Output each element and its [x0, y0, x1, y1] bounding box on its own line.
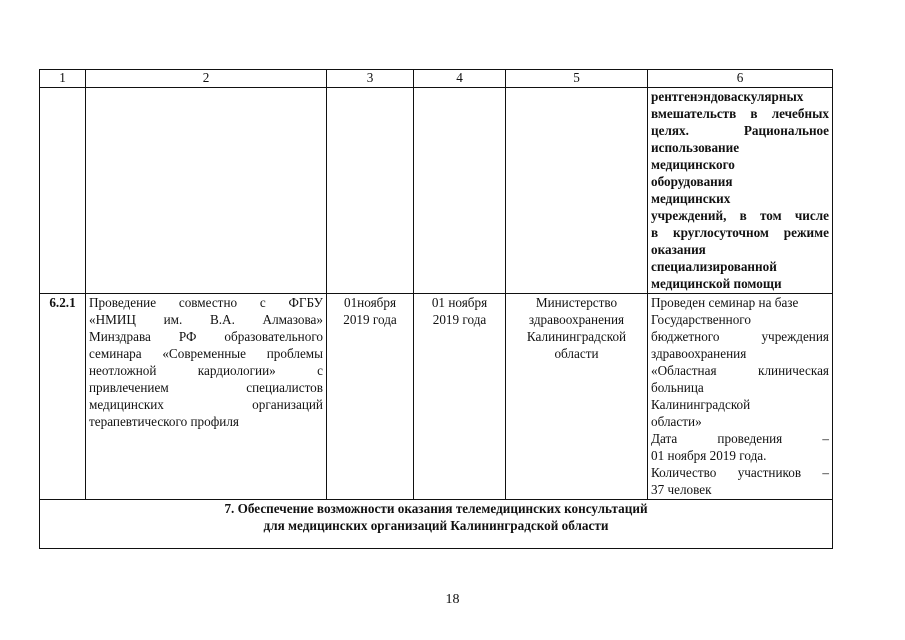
result-line: здравоохранения — [651, 346, 747, 361]
description-line: семинара «Современные проблемы — [89, 346, 323, 361]
cont-line: оказания — [651, 242, 706, 257]
header-col-6: 6 — [648, 70, 833, 88]
planned-date — [327, 294, 414, 500]
actual-date-line: 01 ноября — [431, 295, 488, 310]
cont-line: использование — [651, 140, 740, 155]
result-line: Дата проведения – — [651, 431, 829, 446]
result-line: 37 человек — [651, 482, 712, 497]
responsible-line: здравоохранения — [528, 312, 625, 327]
header-col-3: 3 — [327, 70, 414, 88]
description-line: терапевтического профиля — [89, 414, 239, 429]
cont-cell-5 — [506, 88, 648, 294]
planned-date-line: 2019 года — [343, 312, 397, 327]
table-row-6-2-1 — [40, 294, 833, 500]
cont-line: рентгенэндоваскулярных — [651, 89, 804, 104]
result-line: «Областная клиническая — [651, 363, 829, 378]
cont-cell-2 — [86, 88, 327, 294]
cont-line: учреждений, в том числе — [651, 208, 829, 223]
description-line: неотложной кардиологии» с — [89, 363, 323, 378]
description-line: «НМИЦ им. В.А. Алмазова» — [89, 312, 323, 327]
page-number: 18 — [445, 592, 460, 607]
table-row-continuation — [40, 88, 833, 294]
description-line: Минздрава РФ образовательного — [89, 329, 323, 344]
cont-line: медицинского — [651, 157, 735, 172]
result-line: 01 ноября 2019 года. — [651, 448, 767, 463]
row-description — [86, 294, 327, 500]
header-col-1: 1 — [40, 70, 86, 88]
cont-cell-1 — [40, 88, 86, 294]
section-heading-row — [40, 500, 833, 549]
description-line: привлечением специалистов — [89, 380, 323, 395]
result-line: Проведен семинар на базе — [651, 295, 799, 310]
cont-cell-6 — [648, 88, 833, 294]
cont-line: медицинских — [651, 191, 731, 206]
responsible-line: Министерство — [535, 295, 618, 310]
table-header-row — [40, 70, 833, 88]
result-line: больница — [651, 380, 704, 395]
cont-line: медицинской помощи — [651, 276, 782, 291]
actual-date — [414, 294, 506, 500]
responsible-line: области — [554, 346, 599, 361]
planned-date-line: 01ноября — [343, 295, 397, 310]
result-line: бюджетного учреждения — [651, 329, 829, 344]
actual-date-line: 2019 года — [432, 312, 487, 327]
cont-line: в круглосуточном режиме — [651, 225, 829, 240]
result-line: области» — [651, 414, 702, 429]
result-line: Государственного — [651, 312, 751, 327]
description-line: Проведение совместно с ФГБУ — [89, 295, 323, 310]
cont-line: специализированной — [651, 259, 777, 274]
cont-line: вмешательств в лечебных — [651, 106, 829, 121]
result-cell — [648, 294, 833, 500]
section-heading — [40, 500, 833, 549]
responsible-line: Калининградской — [526, 329, 627, 344]
section-heading-line-1: 7. Обеспечение возможности оказания телемедицинских консультаций — [224, 501, 648, 516]
row-number: 6.2.1 — [40, 294, 86, 500]
section-heading-line-2: для медицинских организаций Калининградской области — [263, 518, 609, 533]
description-line: медицинских организаций — [89, 397, 323, 412]
cont-cell-4 — [414, 88, 506, 294]
header-col-5: 5 — [506, 70, 648, 88]
header-col-2: 2 — [86, 70, 327, 88]
responsible-org — [506, 294, 648, 500]
result-line: Количество участников – — [651, 465, 829, 480]
cont-line: оборудования — [651, 174, 733, 189]
result-line: Калининградской — [651, 397, 751, 412]
document-table — [39, 69, 833, 549]
header-col-4: 4 — [414, 70, 506, 88]
cont-line: целях. Рациональное — [651, 123, 829, 138]
cont-cell-3 — [327, 88, 414, 294]
